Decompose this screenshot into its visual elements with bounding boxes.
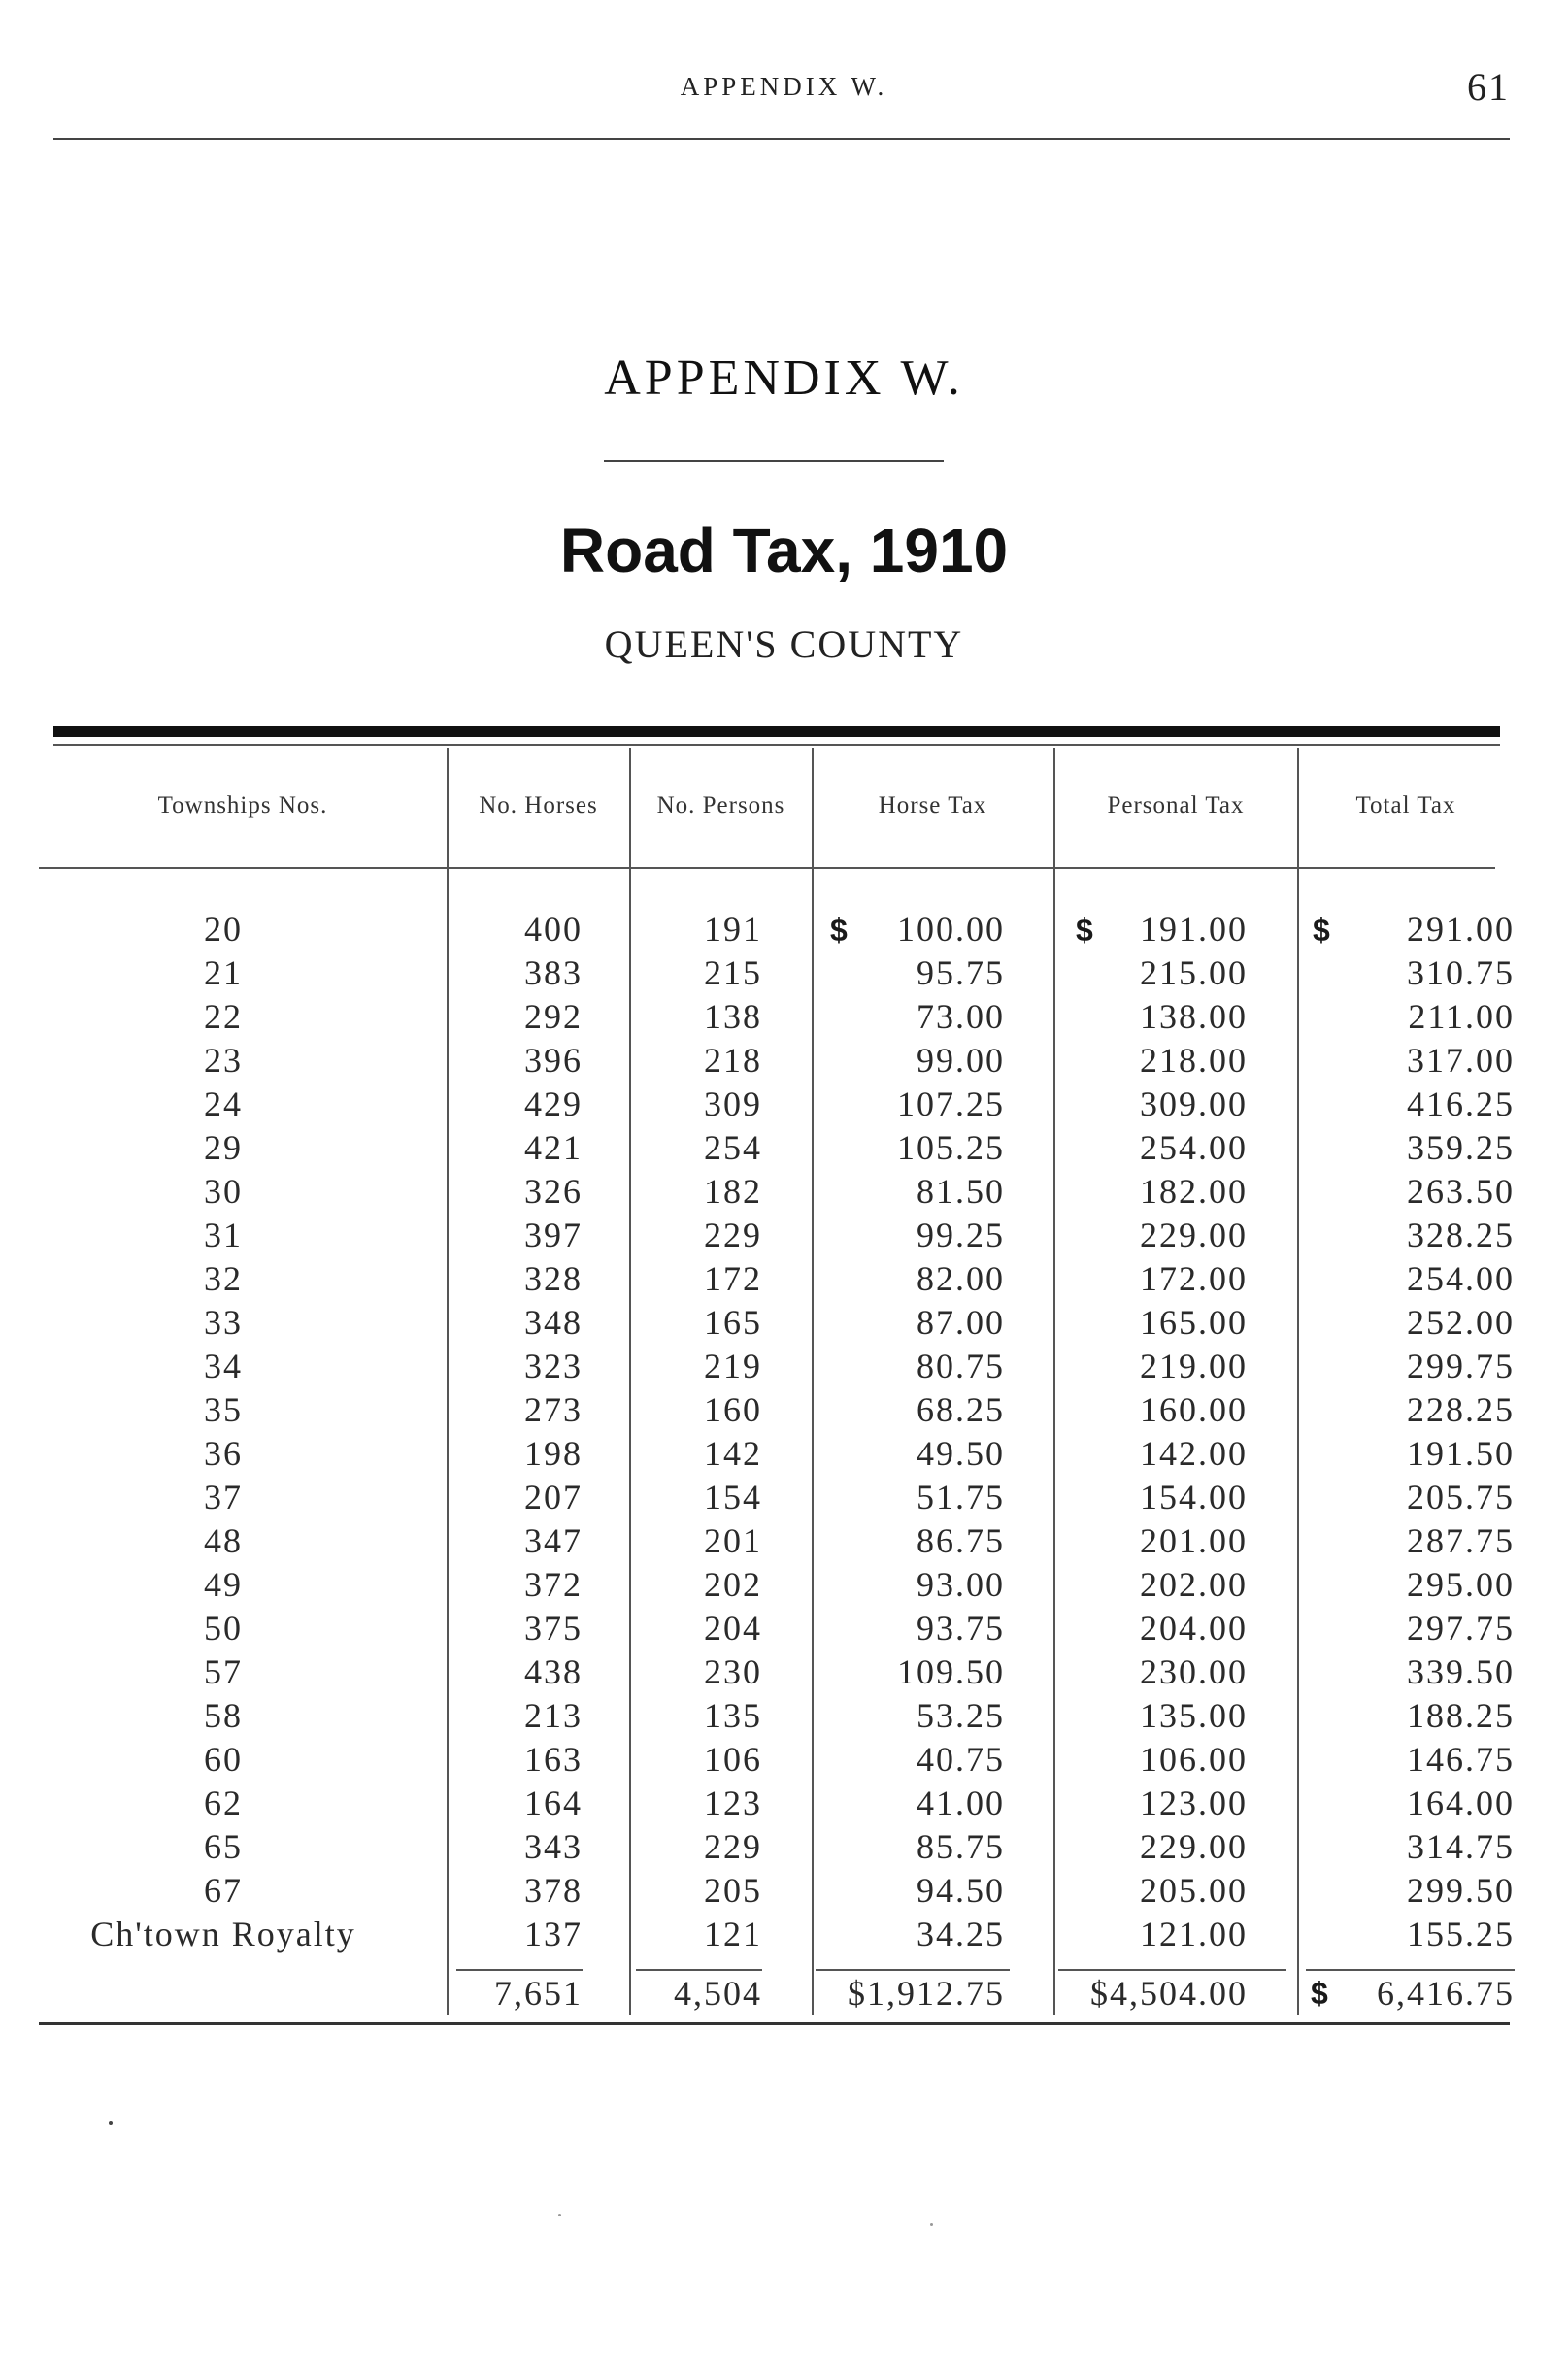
table-row: [0, 1170, 1568, 1214]
header-townships: Townships Nos.: [157, 792, 328, 818]
cell-personal-tax: 154.00: [1140, 1478, 1248, 1516]
cell-horse-tax: 34.25: [917, 1915, 1005, 1953]
cell-personal-tax: 205.00: [1140, 1871, 1248, 1910]
cell-horses: 347: [524, 1521, 583, 1560]
cell-horse-tax: 105.25: [897, 1128, 1005, 1167]
cell-township: 37: [204, 1478, 243, 1516]
cell-persons: 201: [704, 1521, 762, 1560]
cell-total-tax: 164.00: [1407, 1783, 1515, 1822]
table-row: [0, 1782, 1568, 1825]
total-tax-dollar-sign: $: [1311, 1976, 1328, 2011]
page-subtitle: QUEEN'S COUNTY: [604, 622, 964, 666]
cell-total-tax: 299.50: [1407, 1871, 1515, 1910]
cell-total-tax: 205.75: [1407, 1478, 1515, 1516]
cell-horse-tax: 94.50: [917, 1871, 1005, 1910]
cell-horses: 378: [524, 1871, 583, 1910]
cell-township: 49: [204, 1565, 243, 1604]
cell-township: 31: [204, 1216, 243, 1254]
cell-horses: 292: [524, 997, 583, 1036]
cell-horse-tax: 109.50: [897, 1652, 1005, 1691]
header-horses: No. Horses: [479, 792, 598, 818]
cell-total-tax: 416.25: [1407, 1084, 1515, 1123]
cell-persons: 135: [704, 1696, 762, 1735]
cell-persons: 121: [704, 1915, 762, 1953]
cell-township: Ch'town Royalty: [90, 1915, 356, 1953]
cell-total-tax: 295.00: [1407, 1565, 1515, 1604]
cell-township: 29: [204, 1128, 243, 1167]
total-persons: 4,504: [674, 1974, 762, 2013]
cell-township: 60: [204, 1740, 243, 1779]
cell-persons: 204: [704, 1609, 762, 1648]
cell-horses: 372: [524, 1565, 583, 1604]
cell-township: 34: [204, 1347, 243, 1385]
table-top-thin-rule: [53, 744, 1500, 746]
cell-total-tax: 291.00: [1407, 910, 1515, 949]
table-row: [0, 1694, 1568, 1738]
cell-horses: 326: [524, 1172, 583, 1211]
cell-township: 35: [204, 1390, 243, 1429]
cell-horse-tax: 107.25: [897, 1084, 1005, 1123]
cell-persons: 172: [704, 1259, 762, 1298]
total-tax: 6,416.75: [1377, 1974, 1515, 2013]
cell-horse-tax: 80.75: [917, 1347, 1005, 1385]
cell-personal-tax: 121.00: [1140, 1915, 1248, 1953]
cell-personal-tax: 202.00: [1140, 1565, 1248, 1604]
cell-total-tax: 310.75: [1407, 953, 1515, 992]
cell-total-tax: 211.00: [1408, 997, 1515, 1036]
cell-personal-tax: 123.00: [1140, 1783, 1248, 1822]
cell-horses: 213: [524, 1696, 583, 1735]
cell-horses: 207: [524, 1478, 583, 1516]
cell-persons: 142: [704, 1434, 762, 1473]
table-row: [0, 1913, 1568, 1956]
cell-persons: 219: [704, 1347, 762, 1385]
cell-personal-tax: 218.00: [1140, 1041, 1248, 1080]
cell-persons: 191: [704, 910, 762, 949]
cell-horses: 383: [524, 953, 583, 992]
horse-tax-dollar-sign: $: [830, 913, 848, 948]
table-row: [0, 951, 1568, 995]
cell-township: 57: [204, 1652, 243, 1691]
cell-total-tax: 228.25: [1407, 1390, 1515, 1429]
cell-persons: 202: [704, 1565, 762, 1604]
header-horse-tax: Horse Tax: [878, 792, 987, 818]
cell-township: 21: [204, 953, 243, 992]
cell-horses: 198: [524, 1434, 583, 1473]
cell-township: 23: [204, 1041, 243, 1080]
table-bottom-rule: [39, 2022, 1510, 2025]
cell-personal-tax: 204.00: [1140, 1609, 1248, 1648]
total-personal-tax: $4,504.00: [1090, 1974, 1248, 2013]
cell-personal-tax: 254.00: [1140, 1128, 1248, 1167]
cell-personal-tax: 191.00: [1140, 910, 1248, 949]
scan-speck: [109, 2121, 113, 2125]
cell-persons: 182: [704, 1172, 762, 1211]
table-row: [0, 1476, 1568, 1519]
cell-horse-tax: 41.00: [917, 1783, 1005, 1822]
cell-township: 58: [204, 1696, 243, 1735]
cell-total-tax: 254.00: [1407, 1259, 1515, 1298]
header-total-tax: Total Tax: [1355, 792, 1456, 818]
running-head: [0, 64, 1568, 122]
cell-horse-tax: 81.50: [917, 1172, 1005, 1211]
cell-horses: 273: [524, 1390, 583, 1429]
cell-persons: 230: [704, 1652, 762, 1691]
cell-township: 65: [204, 1827, 243, 1866]
cell-horses: 323: [524, 1347, 583, 1385]
cell-personal-tax: 160.00: [1140, 1390, 1248, 1429]
table-row: [0, 1650, 1568, 1694]
cell-horses: 348: [524, 1303, 583, 1342]
cell-personal-tax: 182.00: [1140, 1172, 1248, 1211]
cell-horses: 397: [524, 1216, 583, 1254]
cell-personal-tax: 106.00: [1140, 1740, 1248, 1779]
cell-total-tax: 297.75: [1407, 1609, 1515, 1648]
cell-township: 50: [204, 1609, 243, 1648]
table-row: [0, 1388, 1568, 1432]
cell-horse-tax: 87.00: [917, 1303, 1005, 1342]
cell-township: 62: [204, 1783, 243, 1822]
page-number: 61: [1467, 65, 1510, 109]
cell-township: 30: [204, 1172, 243, 1211]
cell-horse-tax: 99.00: [917, 1041, 1005, 1080]
cell-total-tax: 191.50: [1407, 1434, 1515, 1473]
cell-total-tax: 155.25: [1407, 1915, 1515, 1953]
total-horse-tax: $1,912.75: [848, 1974, 1005, 2013]
table-totals-row: [0, 1971, 1568, 2016]
table-row: [0, 1345, 1568, 1388]
cell-horse-tax: 93.00: [917, 1565, 1005, 1604]
cell-personal-tax: 165.00: [1140, 1303, 1248, 1342]
cell-horses: 328: [524, 1259, 583, 1298]
cell-persons: 218: [704, 1041, 762, 1080]
header-bottom-rule: [39, 867, 1495, 869]
cell-persons: 309: [704, 1084, 762, 1123]
cell-persons: 123: [704, 1783, 762, 1822]
cell-horse-tax: 93.75: [917, 1609, 1005, 1648]
cell-personal-tax: 138.00: [1140, 997, 1248, 1036]
cell-township: 20: [204, 910, 243, 949]
head-rule: [53, 138, 1510, 140]
cell-horses: 429: [524, 1084, 583, 1123]
cell-township: 67: [204, 1871, 243, 1910]
cell-persons: 165: [704, 1303, 762, 1342]
cell-personal-tax: 142.00: [1140, 1434, 1248, 1473]
cell-horses: 137: [524, 1915, 583, 1953]
cell-horse-tax: 99.25: [917, 1216, 1005, 1254]
cell-total-tax: 263.50: [1407, 1172, 1515, 1211]
cell-total-tax: 146.75: [1407, 1740, 1515, 1779]
cell-total-tax: 287.75: [1407, 1521, 1515, 1560]
cell-horses: 343: [524, 1827, 583, 1866]
cell-persons: 229: [704, 1827, 762, 1866]
table-row: [0, 1039, 1568, 1083]
table-top-thick-rule: [53, 726, 1500, 737]
cell-personal-tax: 229.00: [1140, 1827, 1248, 1866]
cell-total-tax: 359.25: [1407, 1128, 1515, 1167]
table-row: [0, 1301, 1568, 1345]
scan-speck: [930, 2223, 933, 2226]
cell-persons: 106: [704, 1740, 762, 1779]
cell-personal-tax: 172.00: [1140, 1259, 1248, 1298]
table-row: [0, 1563, 1568, 1607]
cell-personal-tax: 215.00: [1140, 953, 1248, 992]
table-row: [0, 908, 1568, 951]
cell-horses: 400: [524, 910, 583, 949]
cell-horse-tax: 73.00: [917, 997, 1005, 1036]
cell-personal-tax: 135.00: [1140, 1696, 1248, 1735]
cell-total-tax: 188.25: [1407, 1696, 1515, 1735]
cell-horse-tax: 51.75: [917, 1478, 1005, 1516]
table-row: [0, 1607, 1568, 1650]
cell-horses: 164: [524, 1783, 583, 1822]
cell-township: 48: [204, 1521, 243, 1560]
cell-horses: 396: [524, 1041, 583, 1080]
scan-speck: [558, 2214, 561, 2216]
cell-persons: 254: [704, 1128, 762, 1167]
cell-horses: 438: [524, 1652, 583, 1691]
cell-total-tax: 328.25: [1407, 1216, 1515, 1254]
cell-horse-tax: 100.00: [897, 910, 1005, 949]
table-row: [0, 1126, 1568, 1170]
appendix-title: APPENDIX W.: [604, 350, 964, 406]
table-row: [0, 1519, 1568, 1563]
cell-personal-tax: 219.00: [1140, 1347, 1248, 1385]
table-row: [0, 1214, 1568, 1257]
cell-total-tax: 252.00: [1407, 1303, 1515, 1342]
table-row: [0, 995, 1568, 1039]
table-header-row: [0, 748, 1568, 864]
cell-total-tax: 339.50: [1407, 1652, 1515, 1691]
total-tax-dollar-sign: $: [1313, 913, 1330, 948]
header-persons: No. Persons: [656, 792, 785, 818]
cell-horse-tax: 95.75: [917, 953, 1005, 992]
cell-township: 36: [204, 1434, 243, 1473]
cell-horses: 163: [524, 1740, 583, 1779]
table-row: [0, 1432, 1568, 1476]
cell-persons: 229: [704, 1216, 762, 1254]
cell-total-tax: 314.75: [1407, 1827, 1515, 1866]
cell-personal-tax: 201.00: [1140, 1521, 1248, 1560]
cell-horse-tax: 49.50: [917, 1434, 1005, 1473]
page-title: Road Tax, 1910: [559, 516, 1009, 585]
cell-horse-tax: 53.25: [917, 1696, 1005, 1735]
cell-township: 32: [204, 1259, 243, 1298]
cell-horse-tax: 40.75: [917, 1740, 1005, 1779]
running-title: APPENDIX W.: [680, 72, 888, 101]
header-personal-tax: Personal Tax: [1107, 792, 1245, 818]
table-body: [0, 908, 1568, 1956]
cell-horse-tax: 86.75: [917, 1521, 1005, 1560]
cell-persons: 215: [704, 953, 762, 992]
personal-tax-dollar-sign: $: [1076, 913, 1093, 948]
cell-township: 22: [204, 997, 243, 1036]
table-row: [0, 1738, 1568, 1782]
cell-persons: 160: [704, 1390, 762, 1429]
cell-total-tax: 299.75: [1407, 1347, 1515, 1385]
cell-personal-tax: 230.00: [1140, 1652, 1248, 1691]
cell-personal-tax: 309.00: [1140, 1084, 1248, 1123]
total-horses: 7,651: [494, 1974, 583, 2013]
cell-horse-tax: 85.75: [917, 1827, 1005, 1866]
table-row: [0, 1083, 1568, 1126]
table-row: [0, 1869, 1568, 1913]
cell-personal-tax: 229.00: [1140, 1216, 1248, 1254]
cell-horse-tax: 68.25: [917, 1390, 1005, 1429]
cell-total-tax: 317.00: [1407, 1041, 1515, 1080]
table-row: [0, 1825, 1568, 1869]
cell-horses: 375: [524, 1609, 583, 1648]
cell-township: 24: [204, 1084, 243, 1123]
cell-horse-tax: 82.00: [917, 1259, 1005, 1298]
cell-horses: 421: [524, 1128, 583, 1167]
title-divider: [604, 460, 944, 462]
cell-persons: 154: [704, 1478, 762, 1516]
cell-township: 33: [204, 1303, 243, 1342]
cell-persons: 138: [704, 997, 762, 1036]
table-row: [0, 1257, 1568, 1301]
cell-persons: 205: [704, 1871, 762, 1910]
